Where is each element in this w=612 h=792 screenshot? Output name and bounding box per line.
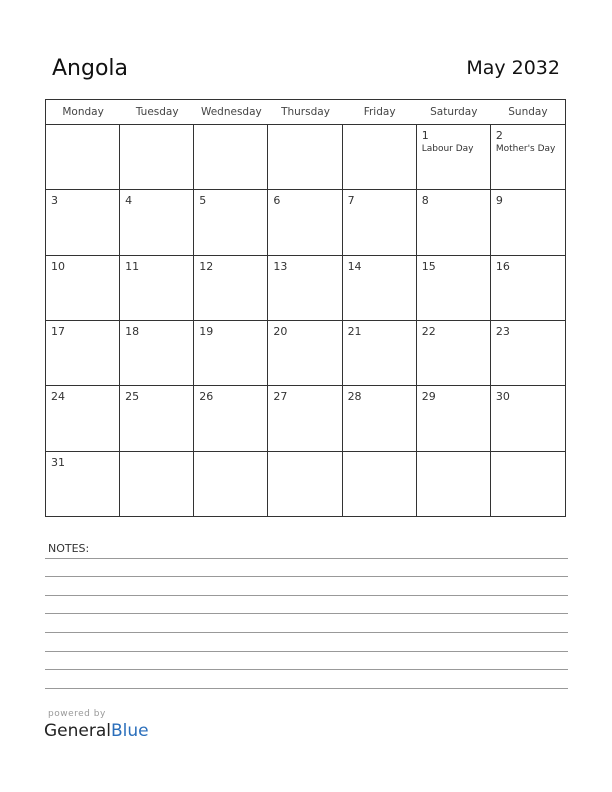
day-number: 10: [51, 259, 65, 273]
day-cell: [268, 190, 342, 255]
day-cell: [491, 321, 565, 386]
day-cell: [343, 125, 417, 190]
day-cell: [417, 452, 491, 517]
day-cell: [120, 256, 194, 321]
day-number: 9: [495, 194, 503, 208]
calendar-grid: [45, 99, 566, 517]
day-cell: [194, 256, 268, 321]
generalblue-logo: [44, 721, 149, 741]
day-cell: [268, 452, 342, 517]
weekday-thursday: Thursday: [281, 106, 330, 118]
day-number: 28: [347, 390, 362, 404]
day-number: 3: [51, 194, 58, 208]
note-line: [45, 613, 568, 614]
note-line: [45, 632, 568, 633]
note-line: [45, 669, 568, 670]
day-number: 11: [125, 259, 140, 273]
day-number: 4: [125, 194, 133, 208]
day-cell: [343, 190, 417, 255]
day-number: 8: [421, 194, 429, 208]
day-cell: [46, 190, 120, 255]
day-cell: [120, 386, 194, 451]
day-cell: [343, 386, 417, 451]
notes-label: NOTES:: [48, 542, 90, 555]
day-cell: [268, 125, 342, 190]
day-number: 15: [421, 259, 436, 273]
day-cell: [46, 386, 120, 451]
day-number: 7: [347, 194, 355, 208]
day-cell: [417, 256, 491, 321]
day-cell: [120, 452, 194, 517]
day-number: 16: [495, 259, 510, 273]
day-cell: [120, 190, 194, 255]
note-line: [45, 558, 568, 559]
day-number: 19: [199, 325, 214, 338]
day-cell: [491, 125, 565, 190]
weekday-friday: Friday: [363, 106, 396, 118]
day-number: 29: [421, 390, 436, 404]
powered-by-text: powered by: [48, 709, 106, 719]
brand-blue: Blue: [111, 721, 149, 741]
day-number: 2: [495, 129, 503, 142]
day-number: 31: [51, 455, 65, 469]
day-cell: [194, 321, 268, 386]
day-number: 1: [421, 129, 429, 142]
country-title: Angola: [52, 56, 129, 81]
day-cell: [194, 125, 268, 190]
month-year-title: May 2032: [466, 57, 560, 79]
day-cell: [491, 256, 565, 321]
weekday-saturday: Saturday: [430, 106, 478, 118]
day-cell: [417, 190, 491, 255]
day-cell: [491, 386, 565, 451]
weekday-header-row: [46, 100, 565, 125]
note-line: [45, 595, 568, 596]
day-cell: [268, 256, 342, 321]
day-cell: [343, 256, 417, 321]
day-cell: [46, 256, 120, 321]
day-number: 21: [347, 325, 362, 338]
note-line: [45, 651, 568, 652]
day-cell: [46, 321, 120, 386]
day-cell: [417, 125, 491, 190]
day-number: 6: [273, 194, 281, 208]
day-cell: [120, 125, 194, 190]
day-number: 27: [273, 390, 288, 404]
day-cell: [491, 190, 565, 255]
day-number: 23: [495, 325, 510, 338]
day-cell: [417, 321, 491, 386]
weekday-monday: Monday: [62, 106, 104, 118]
day-number: 26: [199, 390, 214, 404]
day-number: 14: [347, 259, 362, 273]
weekday-wednesday: Wednesday: [200, 106, 262, 118]
holiday-label: Mother's Day: [495, 144, 556, 154]
day-cell: [268, 386, 342, 451]
brand-general: General: [44, 721, 111, 741]
day-cell: [491, 452, 565, 517]
day-cell: [194, 190, 268, 255]
day-cell: [268, 321, 342, 386]
day-cell: [46, 125, 120, 190]
day-cell: [343, 321, 417, 386]
day-number: 22: [421, 325, 436, 338]
day-number: 20: [273, 325, 288, 338]
note-line: [45, 688, 568, 689]
day-number: 25: [125, 390, 140, 404]
weekday-tuesday: Tuesday: [135, 106, 179, 118]
day-number: 12: [199, 259, 214, 273]
weekday-sunday: Sunday: [508, 106, 548, 118]
day-number: 30: [495, 390, 510, 404]
day-number: 13: [273, 259, 288, 273]
calendar-weeks: [46, 125, 565, 517]
day-cell: [417, 386, 491, 451]
day-cell: [194, 386, 268, 451]
day-number: 5: [199, 194, 207, 208]
day-cell: [120, 321, 194, 386]
day-number: 24: [51, 390, 65, 404]
day-cell: [343, 452, 417, 517]
day-number: 18: [125, 325, 140, 338]
note-line: [45, 576, 568, 577]
holiday-label: Labour Day: [421, 144, 474, 154]
day-number: 17: [51, 325, 65, 338]
day-cell: [194, 452, 268, 517]
day-cell: [46, 452, 120, 517]
